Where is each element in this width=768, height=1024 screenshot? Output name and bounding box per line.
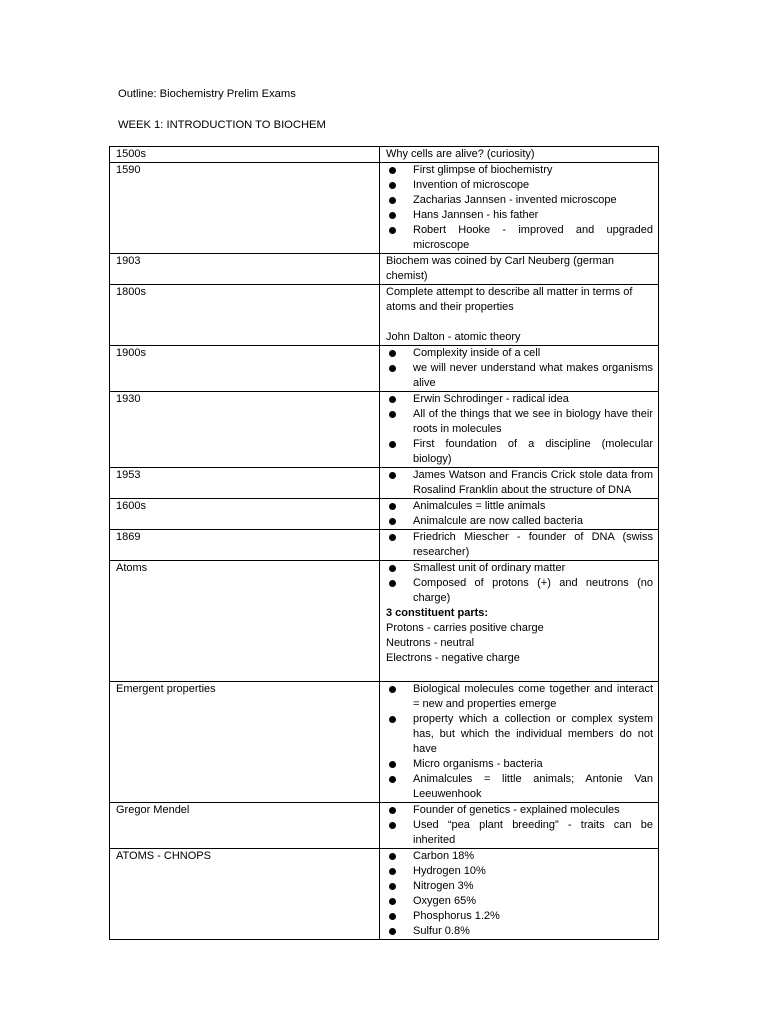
bullet-list xyxy=(386,499,653,529)
list-item: we will never understand what makes organisms alive xyxy=(386,361,653,391)
row-content xyxy=(380,530,659,561)
list-item: Founder of genetics - explained molecules xyxy=(386,803,653,818)
row-label: Atoms xyxy=(110,561,380,682)
row-text: Complete attempt to describe all matter in terms of atoms and their properties xyxy=(386,286,633,313)
row-content xyxy=(380,499,659,530)
row-label: 1930 xyxy=(110,392,380,468)
list-item: Animalcules = little animals xyxy=(386,499,653,514)
row-content xyxy=(380,346,659,392)
list-item: Used “pea plant breeding” - traits can be inherited xyxy=(386,818,653,848)
list-item: Animalcule are now called bacteria xyxy=(386,514,653,529)
list-item: Carbon 18% xyxy=(386,849,653,864)
table-row xyxy=(110,803,659,849)
row-content xyxy=(380,254,659,285)
table-row xyxy=(110,346,659,392)
list-item: Animalcules = little animals; Antonie Van Leeuwenhook xyxy=(386,772,653,802)
table-row xyxy=(110,561,659,682)
table-row xyxy=(110,468,659,499)
table-row xyxy=(110,254,659,285)
row-content xyxy=(380,163,659,254)
table-row xyxy=(110,147,659,163)
row-label: 1903 xyxy=(110,254,380,285)
row-content xyxy=(380,803,659,849)
list-item: Composed of protons (+) and neutrons (no charge) xyxy=(386,576,653,606)
row-text: Why cells are alive? (curiosity) xyxy=(386,148,535,160)
document-title: Outline: Biochemistry Prelim Exams xyxy=(118,88,296,100)
row-content xyxy=(380,561,659,682)
table-row xyxy=(110,849,659,940)
list-item: Sulfur 0.8% xyxy=(386,924,653,939)
bullet-list xyxy=(386,561,653,606)
row-content xyxy=(380,849,659,940)
bullet-list xyxy=(386,163,653,253)
row-content xyxy=(380,392,659,468)
text-line: Neutrons - neutral xyxy=(386,637,475,649)
list-item: Zacharias Jannsen - invented microscope xyxy=(386,193,653,208)
text-line: Protons - carries positive charge xyxy=(386,622,544,634)
table-row xyxy=(110,392,659,468)
bullet-list xyxy=(386,803,653,848)
row-content xyxy=(380,682,659,803)
row-label: 1900s xyxy=(110,346,380,392)
list-item: Hans Jannsen - his father xyxy=(386,208,653,223)
list-item: Hydrogen 10% xyxy=(386,864,653,879)
list-item: First foundation of a discipline (molecular biology) xyxy=(386,437,653,467)
bullet-list xyxy=(386,392,653,467)
list-item: Micro organisms - bacteria xyxy=(386,757,653,772)
row-label: 1590 xyxy=(110,163,380,254)
table-row xyxy=(110,499,659,530)
outline-table xyxy=(109,146,659,940)
row-label: 1600s xyxy=(110,499,380,530)
row-label: Gregor Mendel xyxy=(110,803,380,849)
list-item: Smallest unit of ordinary matter xyxy=(386,561,653,576)
week-heading: WEEK 1: INTRODUCTION TO BIOCHEM xyxy=(118,119,326,131)
list-item: Robert Hooke - improved and upgraded microscope xyxy=(386,223,653,253)
row-label: Emergent properties xyxy=(110,682,380,803)
row-label: 1953 xyxy=(110,468,380,499)
list-item: Biological molecules come together and interact = new and properties emerge xyxy=(386,682,653,712)
row-label: 1869 xyxy=(110,530,380,561)
list-item: Nitrogen 3% xyxy=(386,879,653,894)
list-item: Phosphorus 1.2% xyxy=(386,909,653,924)
table-row xyxy=(110,285,659,346)
row-text: John Dalton - atomic theory xyxy=(386,331,521,343)
subheading: 3 constituent parts: xyxy=(386,607,489,619)
list-item: Complexity inside of a cell xyxy=(386,346,653,361)
list-item: First glimpse of biochemistry xyxy=(386,163,653,178)
bullet-list xyxy=(386,346,653,391)
list-item: Friedrich Miescher - founder of DNA (swiss researcher) xyxy=(386,530,653,560)
table-row xyxy=(110,530,659,561)
list-item: James Watson and Francis Crick stole data from Rosalind Franklin about the structure of DNA xyxy=(386,468,653,498)
list-item: Erwin Schrodinger - radical idea xyxy=(386,392,653,407)
list-item: All of the things that we see in biology have their roots in molecules xyxy=(386,407,653,437)
table-row xyxy=(110,682,659,803)
text-line: Electrons - negative charge xyxy=(386,652,520,664)
bullet-list xyxy=(386,468,653,498)
row-label: 1500s xyxy=(110,147,380,163)
row-label: 1800s xyxy=(110,285,380,346)
list-item: property which a collection or complex system has, but which the individual members do not have xyxy=(386,712,653,757)
row-text: Biochem was coined by Carl Neuberg (german chemist) xyxy=(386,255,615,282)
bullet-list xyxy=(386,849,653,939)
row-label: ATOMS - CHNOPS xyxy=(110,849,380,940)
row-content xyxy=(380,285,659,346)
list-item: Invention of microscope xyxy=(386,178,653,193)
table-row xyxy=(110,163,659,254)
row-content xyxy=(380,468,659,499)
bullet-list xyxy=(386,682,653,802)
row-content xyxy=(380,147,659,163)
bullet-list xyxy=(386,530,653,560)
list-item: Oxygen 65% xyxy=(386,894,653,909)
